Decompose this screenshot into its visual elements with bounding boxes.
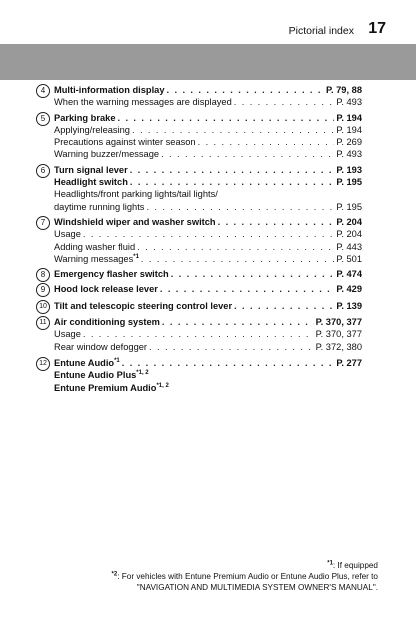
leader-dots [122,357,335,369]
page-reference: P. 204 [336,229,362,240]
index-subentry [54,228,362,240]
index-subentry [54,124,362,136]
index-entry [54,357,362,369]
index-item [40,268,362,280]
page-reference: P. 194 [336,124,362,135]
footnote-mark: *2 [111,571,118,578]
entry-label: Headlight switch [54,177,128,188]
page-reference: P. 474 [336,269,362,280]
leader-dots [162,316,314,328]
entry-label: Tilt and telescopic steering control lever [54,300,233,311]
item-number-badge: 4 [36,84,50,98]
index-subentry [54,341,362,353]
leader-dots [146,201,334,213]
leader-dots [160,283,334,295]
entry-label: Parking brake [54,112,116,123]
index-entry [54,300,362,312]
index-subentry [54,201,362,213]
page-reference: P. 501 [336,253,362,264]
index-item [40,84,362,109]
item-number-badge: 8 [36,268,50,282]
leader-dots [198,136,335,148]
leader-dots [130,176,334,188]
footnote-mark: *1 [114,357,120,364]
header-band [0,44,416,80]
leader-dots [141,253,334,265]
index-subentry [54,136,362,148]
leader-dots [167,84,324,96]
entry-label: Windshield wiper and washer switch [54,216,216,227]
index-entry [54,112,362,124]
entry-label: Warning buzzer/message [54,149,160,160]
index-list [39,84,362,394]
entry-label: Entune Audio$^{*1}$ [54,357,120,368]
leader-dots [83,228,334,240]
index-subentry [54,328,362,340]
page-reference: P. 269 [336,137,362,148]
index-item [40,283,362,295]
page-reference: P. 493 [336,149,362,160]
leader-dots [218,216,335,228]
index-item [40,112,362,161]
page-reference: P. 370, 377 [315,329,362,340]
entry-label: When the warning messages are displayed [54,97,232,108]
index-entry [54,283,362,295]
entry-label: Usage [54,329,81,340]
leader-dots [171,268,335,280]
entry-label: Warning messages$^{*1}$ [54,253,139,264]
entry-label: Entune Premium Audio$^{*1, 2}$ [54,382,169,393]
entry-label: Hood lock release lever [54,284,158,295]
page-reference: P. 204 [336,216,362,227]
footnote-line [112,582,378,593]
page-reference: P. 194 [336,112,362,123]
index-entry [54,84,362,96]
entry-label: Air conditioning system [54,317,160,328]
index-entry [54,268,362,280]
footnote-line [112,560,378,571]
leader-dots [234,300,334,312]
index-entry [54,176,362,188]
leader-dots [137,241,334,253]
page-header [0,0,416,44]
footnote-mark: *1 [133,253,139,260]
page-reference: P. 429 [336,284,362,295]
page-reference: P. 193 [336,164,362,175]
leader-dots [83,328,314,340]
page-reference: P. 493 [336,97,362,108]
index-item [39,316,362,353]
index-subentry [54,253,362,265]
leader-dots [161,148,334,160]
footnote-text: : For vehicles with Entune Premium Audio or Entune Audio Plus, refer to [117,572,378,581]
item-number-badge: 12 [36,357,50,371]
item-number-badge: 10 [36,300,50,314]
index-entry [54,216,362,228]
entry-label: Headlights/front parking lights/tail lights/ [54,189,218,200]
item-number-badge: 11 [36,316,50,330]
footnote-text: "NAVIGATION AND MULTIMEDIA SYSTEM OWNER'S MANUAL". [136,583,378,592]
page-reference: P. 139 [336,300,362,311]
index-entry [54,369,362,381]
leader-dots [130,164,335,176]
page-number: 17 [368,20,386,37]
index-item [40,164,362,213]
page-reference: P. 370, 377 [315,317,362,328]
leader-dots [234,96,335,108]
index-subentry [54,241,362,253]
index-subentry [54,148,362,160]
index-subentry [54,188,362,200]
page-reference: P. 277 [336,357,362,368]
page-reference: P. 443 [336,241,362,252]
footnote-mark: *1 [327,560,333,567]
index-entry [54,164,362,176]
index-entry [54,382,362,394]
leader-dots [132,124,334,136]
leader-dots [118,112,335,124]
entry-label: Usage [54,229,81,240]
item-number-badge: 6 [36,164,50,178]
entry-label: Precautions against winter season [54,137,196,148]
page-reference: P. 79, 88 [325,85,362,95]
entry-label: Multi-information display [54,85,165,95]
entry-label: Applying/releasing [54,124,130,135]
entry-label: Rear window defogger [54,341,148,352]
item-number-badge: 9 [36,283,50,297]
index-item [39,357,362,394]
entry-label: daytime running lights [54,201,145,212]
index-item [40,216,362,265]
page-reference: P. 372, 380 [315,341,362,352]
entry-label: Emergency flasher switch [54,269,169,280]
footnote-mark: *1, 2 [156,382,169,389]
page-reference: P. 195 [336,177,362,188]
footnote-line [112,571,378,582]
entry-label: Turn signal lever [54,164,128,175]
entry-label: Adding washer fluid [54,241,136,252]
index-entry [54,316,362,328]
leader-dots [149,341,314,353]
footnote-text: : If equipped [332,561,378,570]
item-number-badge: 5 [36,112,50,126]
index-item [39,300,362,312]
index-subentry [54,96,362,108]
item-number-badge: 7 [36,216,50,230]
footnote-mark: *1, 2 [136,370,149,377]
footnotes [112,560,378,593]
entry-label: Entune Audio Plus$^{*1, 2}$ [54,370,149,381]
section-title: Pictorial index [288,25,354,37]
page-reference: P. 195 [336,201,362,212]
